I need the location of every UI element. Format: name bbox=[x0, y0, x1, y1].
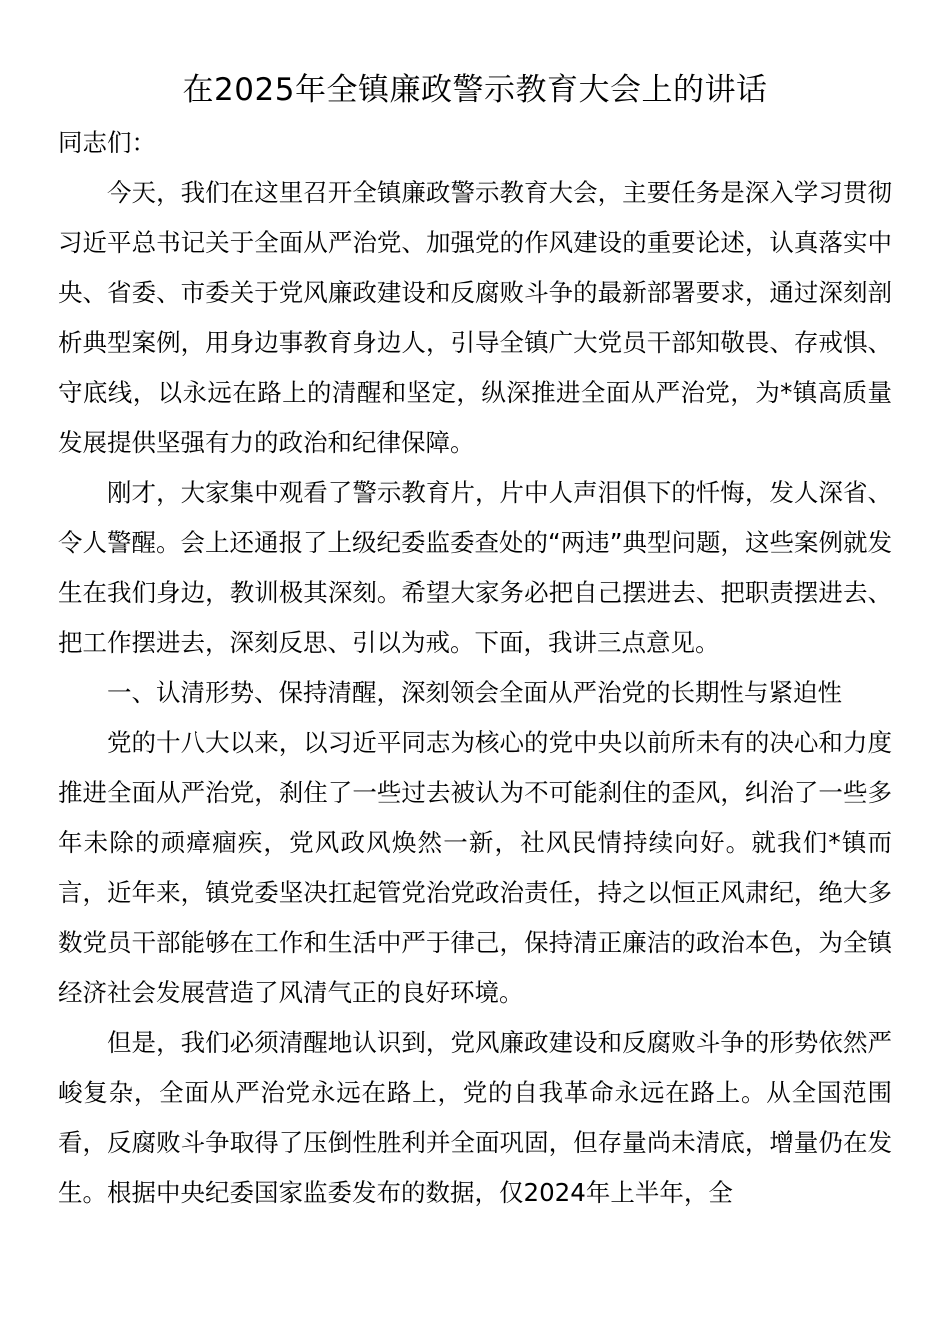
salutation: 同志们： bbox=[58, 128, 156, 157]
paragraph-situation: 但是，我们必须清醒地认识到，党风廉政建设和反腐败斗争的形势依然严峻复杂，全面从严治党永远在路上，党的自我革命永远在路上。从全国范围看，反腐败斗争取得了压倒性胜利并全面巩固，但存量尚未清底，增量仍在发生。根据中央纪委国家监委发布的数据，仅2024年上半年，全 bbox=[58, 1028, 892, 1207]
section-heading-one: 一、认清形势、保持清醒，深刻领会全面从严治党的长期性与紧迫性 bbox=[107, 678, 842, 707]
document-body bbox=[58, 118, 892, 1218]
paragraph-achievements: 党的十八大以来，以习近平同志为核心的党中央以前所未有的决心和力度推进全面从严治党，刹住了一些过去被认为不可能刹住的歪风，纠治了一些多年未除的顽瘴痼疾，党风政风焕然一新，社风民情持续向好。就我们*镇而言，近年来，镇党委坚决扛起管党治党政治责任，持之以恒正风肃纪，绝大多数党员干部能够在工作和生活中严于律己，保持清正廉洁的政治本色，为全镇经济社会发展营造了风清气正的良好环境。 bbox=[58, 728, 892, 1007]
paragraph-opening: 今天，我们在这里召开全镇廉政警示教育大会，主要任务是深入学习贯彻习近平总书记关于全面从严治党、加强党的作风建设的重要论述，认真落实中央、省委、市委关于党风廉政建设和反腐败斗争的最新部署要求，通过深刻剖析典型案例，用身边事教育身边人，引导全镇广大党员干部知敬畏、存戒惧、守底线，以永远在路上的清醒和坚定，纵深推进全面从严治党，为*镇高质量发展提供坚强有力的政治和纪律保障。 bbox=[58, 178, 892, 457]
paragraph-warning-film: 刚才，大家集中观看了警示教育片，片中人声泪俱下的忏悔，发人深省、令人警醒。会上还通报了上级纪委监委查处的“两违”典型问题，这些案例就发生在我们身边，教训极其深刻。希望大家务必把自己摆进去、把职责摆进去、把工作摆进去，深刻反思、引以为戒。下面，我讲三点意见。 bbox=[58, 478, 892, 657]
document-title: 在2025年全镇廉政警示教育大会上的讲话 bbox=[182, 72, 768, 108]
